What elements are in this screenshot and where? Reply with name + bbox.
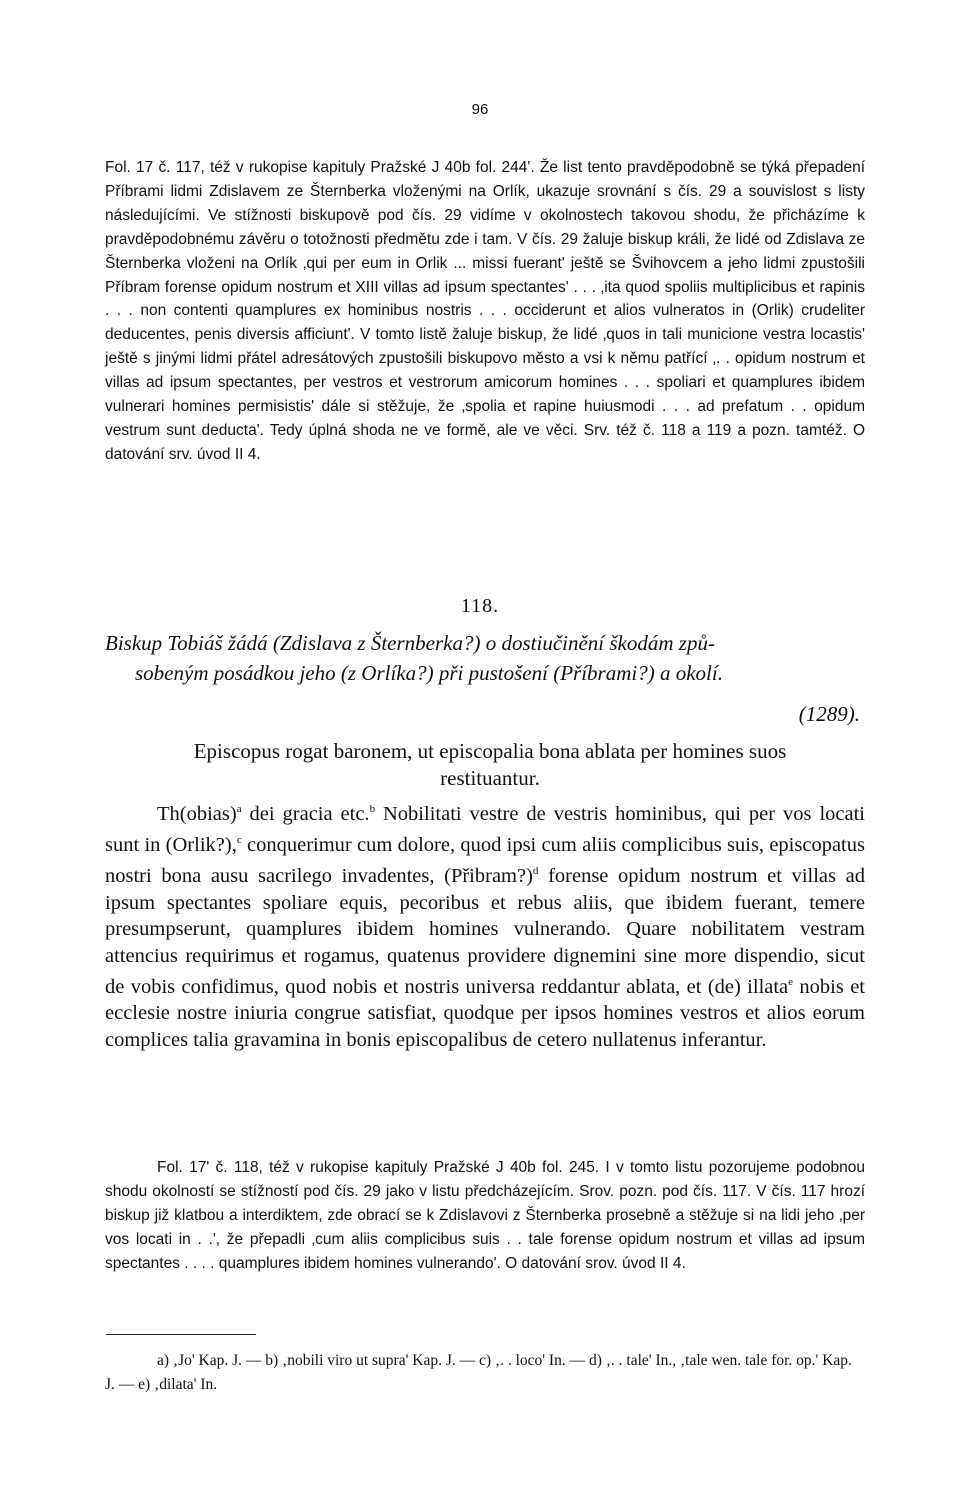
footnote-ref-c: c: [236, 834, 242, 847]
commentary-text: Fol. 17' č. 118, též v rukopise kapituly Pražské J 40b fol. 245. I v tomto listu pozorujeme podobnou shodu okolností se stížností pod čís. 29 jako v listu předcházejícím. Srov. pozn. pod čís. 117. V čís. 117 hrozí biskup již klatbou a interdiktem, zde obrací se k Zdislavovi z Šternberka prosebně a stěžuje si na lidi jeho ‚per vos locati in . .', že přepadli ‚cum aliis complicibus suis . . tale forense opidum nostrum et villas ad ipsum spectantes . . . . quamplures ibidem homines vulnerando'. O datování srov. úvod II 4.: [105, 1159, 865, 1272]
document-title: [105, 628, 865, 688]
title-line-1: Biskup Tobiáš žádá (Zdislava z Šternberka?) o dostiučinění škodám způ-: [105, 631, 715, 655]
charter-text: [105, 796, 865, 1053]
footnote-ref-a: a: [236, 803, 242, 815]
text-segment: dei gracia etc.: [241, 802, 370, 825]
document-date: (1289).: [798, 702, 860, 726]
text-segment: Nobilitati vestre de vestris hominibus, qui per vos locati sunt in (Orlik?),: [105, 802, 866, 857]
document-number: 118.: [460, 595, 500, 617]
footnote-divider: [106, 1334, 256, 1335]
text-segment: nobis et ecclesie nostre iniuria congrue satisfiat, quodque per ipsos homines vestros et alios eorum complices talia gravamina in bonis episcopalibus de cetero nullatenus inferantur.: [105, 975, 865, 1051]
footnote-text: a) ‚Jo' Kap. J. — b) ‚nobili viro ut supra' Kap. J. — c) ‚. . loco' In. — d) ‚. . tale' In., ‚tale wen. tale for. op.' Kap. J. — e) ‚dilata' In.: [105, 1352, 852, 1393]
footnote-ref-d: d: [532, 865, 539, 878]
commentary-text: Fol. 17 č. 117, též v rukopise kapituly Pražské J 40b fol. 244'. Že list tento pravděpodobně se týká přepadení Příbrami lidmi Zdislavem ze Šternberka vloženými na Orlík, ukazuje srovnání s čís. 29 a souvislost s listy následujícími. Ve stížnosti biskupově pod čís. 29 vidíme v okolnostech takovou shodu, že přicházíme k pravděpodobnému závěru o totožnosti předmětu zde i tam. V čís. 29 žaluje biskup králi, že lidé od Zdislava ze Šternberka vloženi na Orlík ‚qui per eum in Orlik ... missi fuerant' ještě se Švihovcem a jeho lidmi zpustošili Příbram forense opidum nostrum et XIII villas ad ipsum spectantes' . . . ‚ita quod spoliis multiplicibus et rapinis . . . non contenti quamplures ex hominibus nostris . . . occiderunt et alios vulneratos in (Orlik) crudeliter deducentes, penis diversis afficiunt'. V tomto listě žaluje biskup, že lidé ‚quos in tali municione vestra locastis' ještě s jinými lidmi přátel adresátových zpustošili biskupovo město a vsi k němu patřící ‚. . opidum nostrum et villas ad ipsum spectantes, per vestros et vestrorum amicorum homines . . . spoliari et quamplures ibidem vulnerari homines permisistis' dále si stěžuje, že ‚spolia et rapine huiusmodi . . . ad prefatum . . opidum vestrum sunt deducta'. Tedy úplná shoda ne ve formě, ale ve věci. Srv. též č. 118 a 119 a pozn. tamtéž. O datování srv. úvod II 4.: [105, 159, 865, 463]
charter-paragraph: [105, 796, 865, 1053]
footnotes: [105, 1349, 865, 1397]
text-segment: Th(obias): [157, 802, 237, 825]
text-segment: conquerimur cum dolore, quod ipsi cum aliis complicibus suis, episcopatus nostri bona ausu sacrilego invadentes, (Přibram?): [105, 834, 865, 888]
footnote-ref-e: e: [788, 975, 794, 988]
title-line-2: sobeným posádkou jeho (z Orlíka?) při pustošení (Příbrami?) a okolí.: [135, 661, 723, 685]
text-segment: forense opidum nostrum et villas ad ipsum spectantes spoliare equis, pecoribus et rebus aliis, que ibidem fuerant, temere presumpserunt, quamplures ibidem homines vulnerando. Quare nobilitatem vestram attencius requirimus et rogamus, quatenus providere dignemini sine more dispendio, sicut de vobis confidimus, quod nobis et nostris universa reddantur ablata, et (de) illata: [105, 865, 865, 998]
regest: Episcopus rogat baronem, ut episcopalia bona ablata per homines suos restituantur.: [193, 739, 787, 790]
commentary-note-bottom: [105, 1156, 865, 1276]
footnote-ref-b: b: [369, 803, 376, 815]
commentary-note-top: [105, 156, 865, 467]
page-number: 96: [471, 101, 489, 118]
